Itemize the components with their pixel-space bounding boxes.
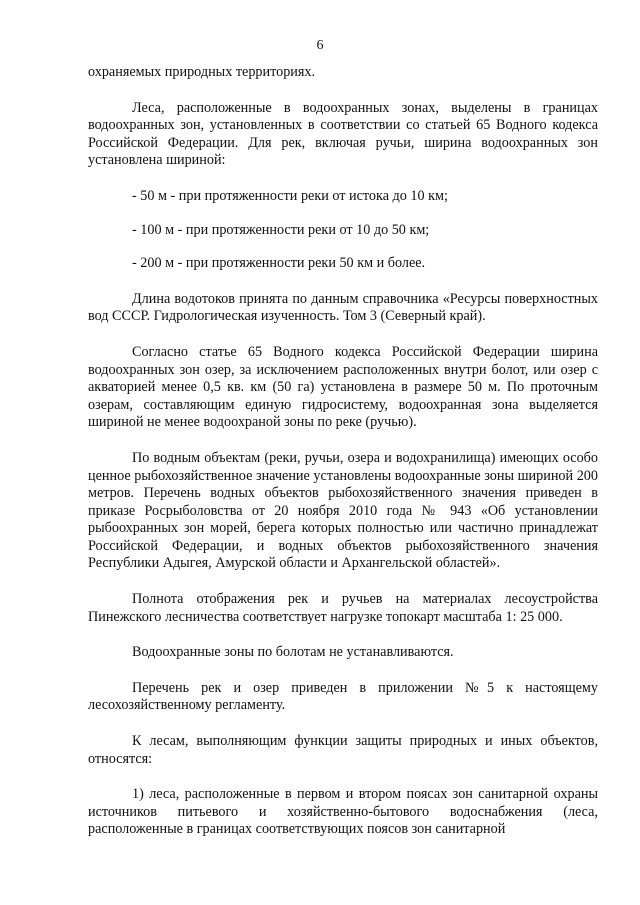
- paragraph: Водоохранные зоны по болотам не устанавливаются.: [132, 644, 454, 661]
- paragraph: К лесам, выполняющим функции защиты природных и иных объектов, относятся:: [88, 733, 598, 767]
- paragraph: Длина водотоков принята по данным справочника «Ресурсы поверхностных вод СССР. Гидрологическая изученность. Том 3 (Северный край).: [88, 290, 598, 325]
- paragraph: Леса, расположенные в водоохранных зонах, выделены в границах водоохранных зон, установленных в соответствии со статьей 65 Водного кодекса Российской Федерации. Для рек, включая ручьи, ширина водоохранных зон установлена шириной:: [88, 99, 598, 169]
- list-item: - 100 м - при протяженности реки от 10 до 50 км;: [132, 221, 430, 238]
- paragraph: По водным объектам (реки, ручьи, озера и водохранилища) имеющих особо ценное рыбохозяйственное значение установлены водоохранные зоны шириной 200 метров. Перечень водных объектов рыбохозяйственного значения приведен в приказе Росрыболовства от 20 ноября 2010 года № 943 «Об установлении рыбоохранных зон морей, берега которых полностью или частично принадлежат Российской Федерации, и водных объектов рыбохозяйственного значения Республики Адыгея, Амурской области и Архангельской областей».: [88, 449, 598, 572]
- paragraph: охраняемых природных территориях.: [88, 64, 316, 80]
- paragraph: Полнота отображения рек и ручьев на материалах лесоустройства Пинежского лесничества соответствует нагрузке топокарт масштаба 1: 25 000.: [88, 591, 598, 625]
- paragraph: Перечень рек и озер приведен в приложении №5 к настоящему лесохозяйственному регламенту.: [88, 679, 598, 714]
- page-number: 6: [316, 38, 324, 53]
- paragraph: 1) леса, расположенные в первом и втором поясах зон санитарной охраны источников питьевого и хозяйственно-бытового водоснабжения (леса, расположенные в границах соответствующих поясов зон санитарной: [88, 786, 598, 838]
- list-item: - 50 м - при протяженности реки от истока до 10 км;: [132, 187, 448, 204]
- paragraph: Согласно статье 65 Водного кодекса Российской Федерации ширина водоохранных зон озер, за исключением расположенных внутри болот, или озер с акваторией менее 0,5 кв. км (50 га) установлена в размере 50 м. По проточным озерам, составляющим единую гидросистему, водоохранная зона выделяется шириной не менее водоохраной зоны по реке (ручью).: [88, 343, 598, 431]
- list-item: - 200 м - при протяженности реки 50 км и более.: [132, 255, 426, 272]
- document-body: [88, 64, 598, 857]
